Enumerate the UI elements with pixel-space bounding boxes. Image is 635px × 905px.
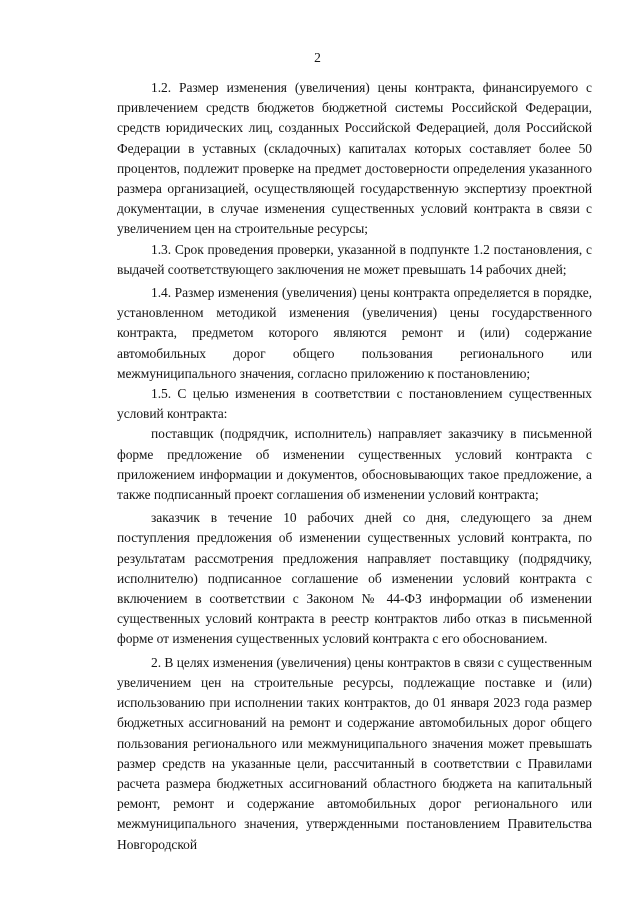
document-body <box>117 78 592 855</box>
paragraph-2: 2. В целях изменения (увеличения) цены контрактов в связи с существенным увеличением цен на строительные ресурсы, подлежащие поставке и (или) использованию при исполнении таких контрактов, до 01 января 2023 года размер бюджетных ассигнований на ремонт и содержание автомобильных дорог общего пользования регионального или межмуниципального значения может превышать размер средств на указанные цели, рассчитанный в соответствии с Правилами расчета размера бюджетных ассигнований областного бюджета на капитальный ремонт, ремонт и содержание автомобильных дорог регионального или межмуниципального значения, утвержденными постановлением Правительства Новгородской <box>117 654 592 852</box>
paragraph-1-5: 1.5. С целью изменения в соответствии с постановлением существенных условий контракта: <box>117 386 592 422</box>
paragraph-1-4: 1.4. Размер изменения (увеличения) цены контракта определяется в порядке, установленном методикой изменения (увеличения) цены государственного контракта, предметом которого являются ремонт и (или) содержание автомобильных дорог общего пользования регионального или межмуниципального значения, согласно приложению к постановлению; <box>117 285 592 381</box>
paragraph-1-2: 1.2. Размер изменения (увеличения) цены контракта, финансируемого с привлечением средств бюджетов бюджетной системы Российской Федерации, средств юридических лиц, созданных Российской Федерацией, доля Российской Федерации в уставных (складочных) капиталах которых составляет более 50 процентов, подлежит проверке на предмет достоверности определения указанного размера организацией, осуществляющей государственную экспертизу проектной документации, в случае изменения существенных условий контракта в связи с увеличением цен на строительные ресурсы; <box>117 80 592 237</box>
paragraph-1-3: 1.3. Срок проведения проверки, указанной в подпункте 1.2 постановления, с выдачей соответствующего заключения не может превышать 14 рабочих дней; <box>117 241 592 277</box>
paragraph-customer: заказчик в течение 10 рабочих дней со дня, следующего за днем поступления предложения об изменении существенных условий контракта, по результатам рассмотрения предложения направляет поставщику (подрядчику, исполнителю) подписанное соглашение об изменении условий контракта с включением в соответствии с Законом № 44-ФЗ информации об изменении существенных условий контракта в реестр контрактов либо отказ в письменной форме от изменения существенных условий контракта с его обоснованием. <box>117 510 592 647</box>
paragraph-supplier: поставщик (подрядчик, исполнитель) направляет заказчику в письменной форме предложение об изменении существенных условий контракта с приложением информации и документов, обосновывающих такое предложение, а также подписанный проект соглашения об изменении условий контракта; <box>117 426 592 503</box>
page-number: 2 <box>314 50 321 65</box>
